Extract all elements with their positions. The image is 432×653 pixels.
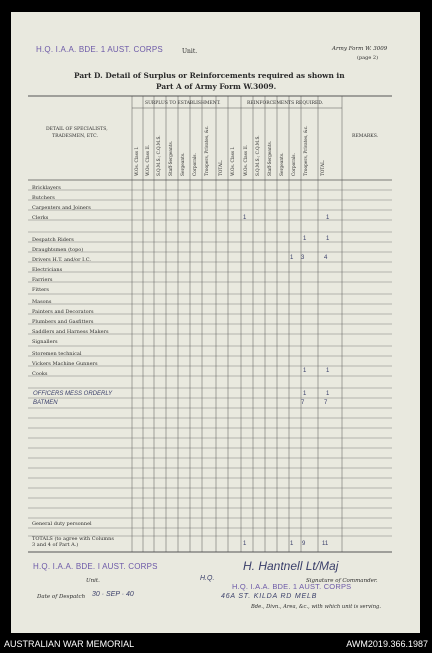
- archive-accession: AWM2019.366.1987: [346, 639, 428, 649]
- surplus-col-header: Troopers, Privates, &c.: [205, 125, 210, 176]
- table-row-label: Despatch Riders: [32, 237, 74, 243]
- totals-total: 11: [322, 541, 329, 547]
- hq-stamp: H.Q. I.A.A. BDE. 1 AUST. CORPS: [232, 582, 352, 591]
- totals-corporals: 1: [290, 541, 294, 547]
- table-row-label: Masons: [32, 299, 52, 305]
- date-of-despatch-label: Date of Despatch: [37, 594, 86, 600]
- totals-label-line-1: TOTALS (to agree with Columns: [32, 536, 114, 542]
- surplus-group-header: SURPLUS TO ESTABLISHMENT.: [145, 101, 221, 106]
- batmen-troopers: 7: [301, 400, 305, 406]
- footer-unit-label: Unit.: [86, 578, 100, 584]
- archive-caption-bar: [0, 636, 432, 653]
- footer-unit-stamp: H.Q. I.A.A. BDE. I AUST. CORPS: [33, 562, 158, 571]
- table-row-label: Painters and Decorators: [32, 309, 94, 315]
- unit-stamp: H.Q. I.A.A. BDE. 1 AUST. CORPS: [36, 45, 163, 54]
- table-row-label: Butchers: [32, 195, 55, 201]
- reinf-col-header: W.Os. Class I.: [231, 146, 236, 176]
- surplus-col-header: Corporals.: [193, 153, 198, 176]
- page-number: (page 2): [357, 55, 379, 61]
- reinf-col-header: S.Q.M.S.; C.Q.M.S.: [256, 135, 261, 176]
- totals-surplus: 1: [243, 541, 247, 547]
- clerks-reinf-total: 1: [326, 215, 330, 221]
- table-row-label: Bricklayers: [32, 185, 61, 191]
- drivers-corporals: 1: [290, 255, 294, 261]
- clerks-surplus-total: 1: [243, 215, 247, 221]
- surplus-col-header: Sergeants.: [181, 152, 186, 176]
- archive-name: AUSTRALIAN WAR MEMORIAL: [4, 639, 135, 649]
- table-row-label: Plumbers and Gasfitters: [32, 319, 94, 325]
- form-number: Army Form W. 3009: [332, 46, 388, 52]
- surplus-col-header: W.Os. Class II.: [146, 144, 151, 176]
- totals-label-line-2: 3 and 4 of Part A.): [32, 542, 79, 548]
- commander-signature: H. Hantnell Lt/Maj: [243, 559, 339, 573]
- batmen-total: 7: [324, 400, 328, 406]
- bde-label: Bde., Divn., Area, &c., with which unit is serving.: [251, 604, 382, 610]
- table-row-label: Carpenters and Joiners: [32, 205, 91, 211]
- table-row-label: Cooks: [32, 371, 48, 377]
- reinf-col-header: Corporals.: [292, 153, 297, 176]
- signature-label: Signature of Commander.: [306, 578, 378, 584]
- table-row-label: Electricians: [32, 267, 63, 273]
- table-row-label: Farriers: [32, 277, 53, 283]
- reinf-col-header: Staff-Sergeants.: [268, 140, 273, 176]
- table-row-label: Draughtsmen (topo): [32, 247, 84, 253]
- hq-initials: H.Q.: [200, 575, 215, 582]
- cooks-troopers: 1: [303, 368, 307, 374]
- handwritten-row-batmen: BATMEN: [33, 400, 58, 406]
- surplus-col-header: S.Q.M.S.; C.Q.M.S.: [157, 135, 162, 176]
- reinf-col-header: Troopers, Privates, &c.: [304, 125, 309, 176]
- mess-troopers: 1: [303, 391, 307, 397]
- reinf-col-header: TOTAL.: [321, 159, 326, 176]
- table-row-label: Drivers H.T. and/or I.C.: [32, 257, 91, 263]
- unit-label: Unit.: [182, 48, 198, 55]
- despatch-troopers: 1: [303, 236, 307, 242]
- table-row-label: Signallers: [32, 339, 58, 345]
- mess-total: 1: [326, 391, 330, 397]
- address-handwritten: 46A ST. KILDA RD MELB: [221, 593, 318, 600]
- despatch-total: 1: [326, 236, 330, 242]
- detail-header-line-2: TRADESMEN, ETC.: [52, 134, 98, 139]
- surplus-col-header: TOTAL.: [219, 159, 224, 176]
- table-row-label: Storemen technical: [32, 351, 82, 357]
- table-row-label: Clerks: [32, 215, 49, 221]
- date-of-despatch-value: 30 · SEP · 40: [92, 591, 134, 598]
- remarks-header: REMARKS.: [352, 134, 379, 139]
- reinforcements-group-header: REINFORCEMENTS REQUIRED.: [247, 101, 324, 106]
- table-row-label: Fitters: [32, 287, 50, 293]
- reinf-col-header: W.Os. Class II.: [244, 144, 249, 176]
- handwritten-row-officers-mess: OFFICERS MESS ORDERLY: [33, 391, 113, 397]
- table-row-label: General duty personnel: [32, 521, 92, 527]
- totals-troopers: 9: [302, 541, 306, 547]
- table-row-label: Saddlers and Harness Makers: [32, 329, 109, 335]
- form-title-line-1: Part D. Detail of Surplus or Reinforcements required as shown in: [74, 71, 345, 80]
- table-row-label: Vickers Machine Gunners: [32, 361, 98, 367]
- cooks-total: 1: [326, 368, 330, 374]
- form-title-line-2: Part A of Army Form W.3009.: [156, 82, 277, 91]
- surplus-col-header: W.Os. Class I.: [135, 146, 140, 176]
- surplus-col-header: Staff-Sergeants.: [169, 140, 174, 176]
- detail-header-line-1: DETAIL OF SPECIALISTS,: [46, 127, 108, 132]
- drivers-total: 4: [324, 255, 328, 261]
- drivers-troopers: 3: [301, 255, 305, 261]
- reinf-col-header: Sergeants.: [280, 152, 285, 176]
